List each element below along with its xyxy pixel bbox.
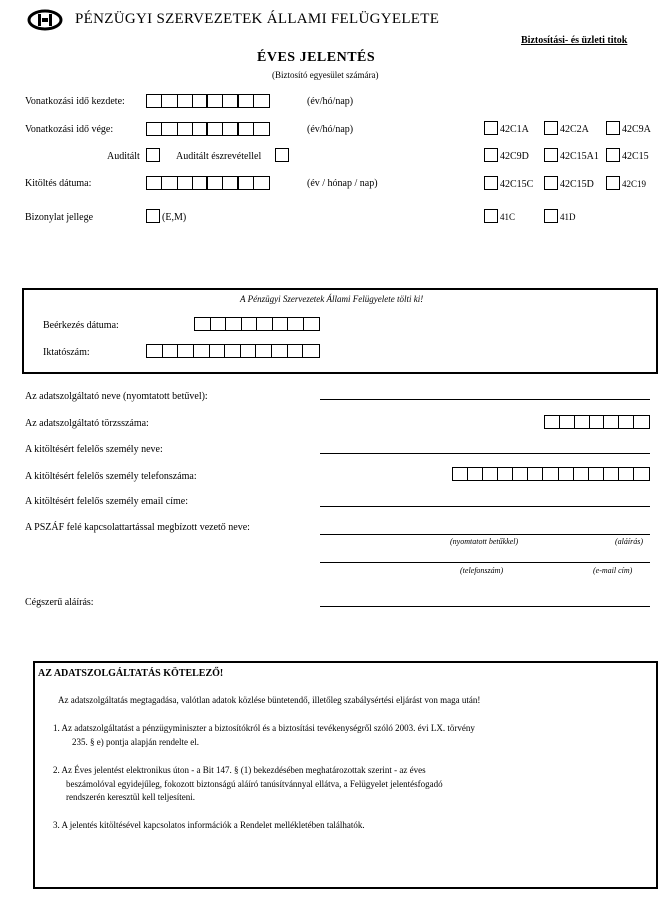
registry-number-input[interactable] [146,344,320,358]
page-title: ÉVES JELENTÉS [257,50,376,65]
responsible-name-label: A kitöltésért felelős személy neve: [25,444,163,455]
code-checkbox[interactable] [544,121,558,135]
received-date-label: Beérkezés dátuma: [43,320,119,331]
responsible-phone-input[interactable] [452,467,650,481]
liaison-name-line[interactable] [320,534,650,535]
code-checkbox[interactable] [544,176,558,190]
code-checkbox[interactable] [484,176,498,190]
mandatory-item-2-cont: beszámolóval egyidejűleg, fokozott biztonságú aláíró tanúsítvánnyal ellátva, a Felügyelet jelentésfogadó [66,779,443,789]
authority-heading: A Pénzügyi Szervezetek Állami Felügyelete tölti ki! [240,294,424,304]
responsible-phone-label: A kitöltésért felelős személy telefonszáma: [25,471,197,482]
code-label: 42C15C [500,179,534,190]
mandatory-item-3: 3. A jelentés kitöltésével kapcsolatos információk a Rendelet mellékletében találhatók. [53,820,365,830]
period-start-format: (év/hó/nap) [307,96,354,107]
mandatory-item-2: 2. Az Éves jelentést elektronikus úton - a Bit 147. § (1) bekezdésében meghatározottak szerint - az éves [53,765,426,775]
liaison-label: A PSZÁF felé kapcsolattartással megbízott vezető neve: [25,522,250,533]
code-checkbox[interactable] [544,148,558,162]
agency-name: PÉNZÜGYI SZERVEZETEK ÁLLAMI FELÜGYELETE [75,11,440,27]
fill-date-input[interactable] [146,176,270,190]
code-label: 42C9D [500,151,529,162]
code-checkbox[interactable] [606,121,620,135]
code-checkbox[interactable] [484,209,498,223]
company-signature-line[interactable] [320,606,650,607]
mandatory-intro: Az adatszolgáltatás megtagadása, valótlan adatok közlése büntetendő, illetőleg szabálysértési eljárást von maga után! [58,695,481,705]
liaison-contact-line[interactable] [320,562,650,563]
code-label: 42C2A [560,124,589,135]
audited-remarks-label: Auditált észrevétellel [176,151,262,162]
audited-label: Auditált [107,151,140,162]
email-caption: (e-mail cím) [593,566,633,575]
confidential-note: Biztosítási- és üzleti titok [521,35,628,46]
code-checkbox[interactable] [484,148,498,162]
phone-caption: (telefonszám) [460,566,504,575]
audited-checkbox[interactable] [146,148,160,162]
code-checkbox[interactable] [606,176,620,190]
provider-name-line[interactable] [320,399,650,400]
code-checkbox[interactable] [544,209,558,223]
registry-number-label: Iktatószám: [43,347,90,358]
mandatory-item-1-cont: 235. § e) pontja alapján rendelte el. [72,737,199,747]
agency-logo [27,9,63,31]
responsible-email-line[interactable] [320,506,650,507]
period-end-label: Vonatkozási idő vége: [25,124,114,135]
code-label: 42C19 [622,179,647,189]
code-checkbox[interactable] [484,121,498,135]
code-label: 42C15D [560,179,594,190]
signature-caption: (aláírás) [615,537,643,546]
printed-letters-caption: (nyomtatott betűkkel) [450,537,519,546]
code-label: 42C15A1 [560,151,599,162]
mandatory-heading: AZ ADATSZOLGÁLTATÁS KÖTELEZŐ! [38,668,224,679]
code-label: 41C [500,212,516,222]
document-type-input[interactable] [146,209,160,223]
responsible-email-label: A kitöltésért felelős személy email címe: [25,496,189,507]
period-start-label: Vonatkozási idő kezdete: [25,96,125,107]
period-start-input[interactable] [146,94,270,108]
provider-reg-input[interactable] [544,415,650,429]
period-end-input[interactable] [146,122,270,136]
document-type-label: Bizonylat jellege [25,212,94,223]
code-label: 42C15 [622,151,649,162]
provider-reg-label: Az adatszolgáltató törzsszáma: [25,418,149,429]
code-label: 42C1A [500,124,529,135]
code-label: 41D [560,212,576,222]
fill-date-label: Kitöltés dátuma: [25,178,92,189]
code-label: 42C9A [622,124,651,135]
audited-remarks-checkbox[interactable] [275,148,289,162]
received-date-input[interactable] [194,317,320,331]
provider-name-label: Az adatszolgáltató neve (nyomtatott betűvel): [25,391,208,402]
fill-date-format: (év / hónap / nap) [307,178,378,189]
code-checkbox[interactable] [606,148,620,162]
mandatory-item-2-cont2: rendszerén keresztül kell teljesíteni. [66,792,195,802]
company-signature-label: Cégszerű aláírás: [25,597,94,608]
period-end-format: (év/hó/nap) [307,124,354,135]
responsible-name-line[interactable] [320,453,650,454]
mandatory-item-1: 1. Az adatszolgáltatást a pénzügyminiszter a biztosítókról és a biztosítási tevékenységről szóló 2003. évi LX. törvény [53,723,475,733]
document-type-hint: (E,M) [162,212,187,223]
page-subtitle: (Biztosító egyesület számára) [272,70,379,80]
